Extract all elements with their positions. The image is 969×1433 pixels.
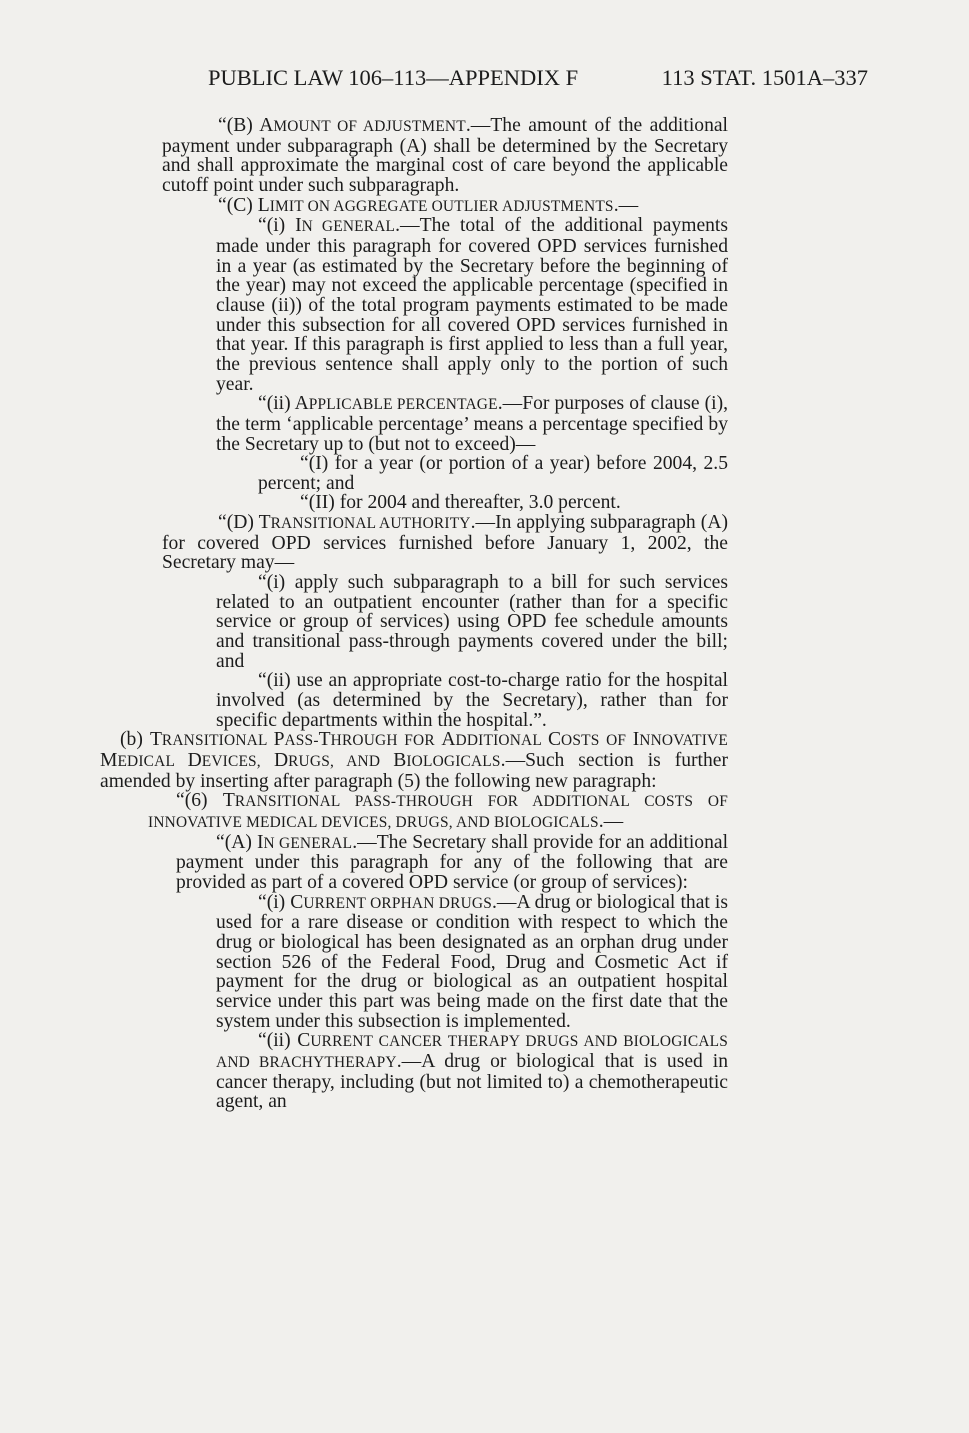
subparagraph-d-transitional-authority: “(D) TRANSITIONAL AUTHORITY.—In applying subparagraph (A) for covered OPD services furnished before January 1, 2002, the Secretary may— (162, 512, 728, 574)
clause-i-in-general: “(i) IN GENERAL.—The total of the additional payments made under this paragraph for covered OPD services furnished in a year (as estimated by the Secretary before the beginning of the year) may not exceed the applicable percentage (specified in clause (ii)) of the total program payments estimated to be made under this subsection for all covered OPD services furnished in that year. If this paragraph is first applied to less than a full year, the previous sentence shall apply only to the portion of such year. (216, 215, 729, 395)
subparagraph-c-limit-on-outlier-adjustments: “(C) LIMIT ON AGGREGATE OUTLIER ADJUSTMENTS.— (218, 194, 639, 216)
clause-ii-current-cancer-therapy: “(ii) CURRENT CANCER THERAPY DRUGS AND BIOLOGICALS AND BRACHYTHERAPY.—A drug or biological that is used in cancer therapy, including (but not limited to) a chemotherapeutic agent, an (216, 1030, 728, 1113)
header-page-citation: 113 STAT. 1501A–337 (661, 65, 868, 90)
clause-i-apply-subparagraph: “(i) apply such subparagraph to a bill for such services related to an outpatient encounter (rather than for a specific service or group of services) using OPD fee schedule amounts and transitional pass-through payments covered under the bill; and (216, 572, 728, 672)
paragraph-6-heading: “(6) TRANSITIONAL PASS-THROUGH FOR ADDITIONAL COSTS OF INNOVATIVE MEDICAL DEVICES, DRUGS, AND BIOLOGICALS.— (148, 790, 729, 832)
subclause-i-before-2004: “(I) for a year (or portion of a year) before 2004, 2.5 percent; and (258, 453, 728, 494)
subclause-ii-2004-and-thereafter: “(II) for 2004 and thereafter, 3.0 percent. (300, 492, 621, 514)
clause-i-current-orphan-drugs: “(i) CURRENT ORPHAN DRUGS.—A drug or biological that is used for a rare disease or condition with respect to which the drug or biological has been designated as an orphan drug under section 526 of the Federal Food, Drug and Cosmetic Act if payment for the drug or biological as an outpatient hospital service under this part was being made on the first date that the system under this subsection is implemented. (216, 891, 728, 1032)
subparagraph-b-amount-of-adjustment: “(B) AMOUNT OF ADJUSTMENT.—The amount of the additional payment under subparagraph (A) shall be determined by the Secretary and shall approximate the marginal cost of care beyond the applicable cutoff point under such subparagraph. (162, 115, 729, 196)
subparagraph-a-in-general: “(A) IN GENERAL.—The Secretary shall provide for an additional payment under this paragraph for any of the following that are provided as part of a covered OPD service (or group of services): (176, 831, 729, 893)
clause-ii-cost-to-charge-ratio: “(ii) use an appropriate cost-to-charge ratio for the hospital involved (as determined by the Secretary), rather than for specific departments within the hospital.”. (216, 670, 728, 731)
subsection-b-transitional-pass-through: (b) TRANSITIONAL PASS-THROUGH FOR ADDITIONAL COSTS OF INNOVATIVE MEDICAL DEVICES, DRUGS, AND BIOLOGICALS.—Such section is further amended by inserting after paragraph (5) the following new paragraph: (100, 729, 729, 792)
clause-ii-applicable-percentage: “(ii) APPLICABLE PERCENTAGE.—For purposes of clause (i), the term ‘applicable percentage’ means a percentage specified by the Secretary up to (but not to exceed)— (216, 393, 729, 455)
document-body (0, 116, 969, 1112)
header-law-title: PUBLIC LAW 106–113—APPENDIX F (208, 65, 579, 90)
